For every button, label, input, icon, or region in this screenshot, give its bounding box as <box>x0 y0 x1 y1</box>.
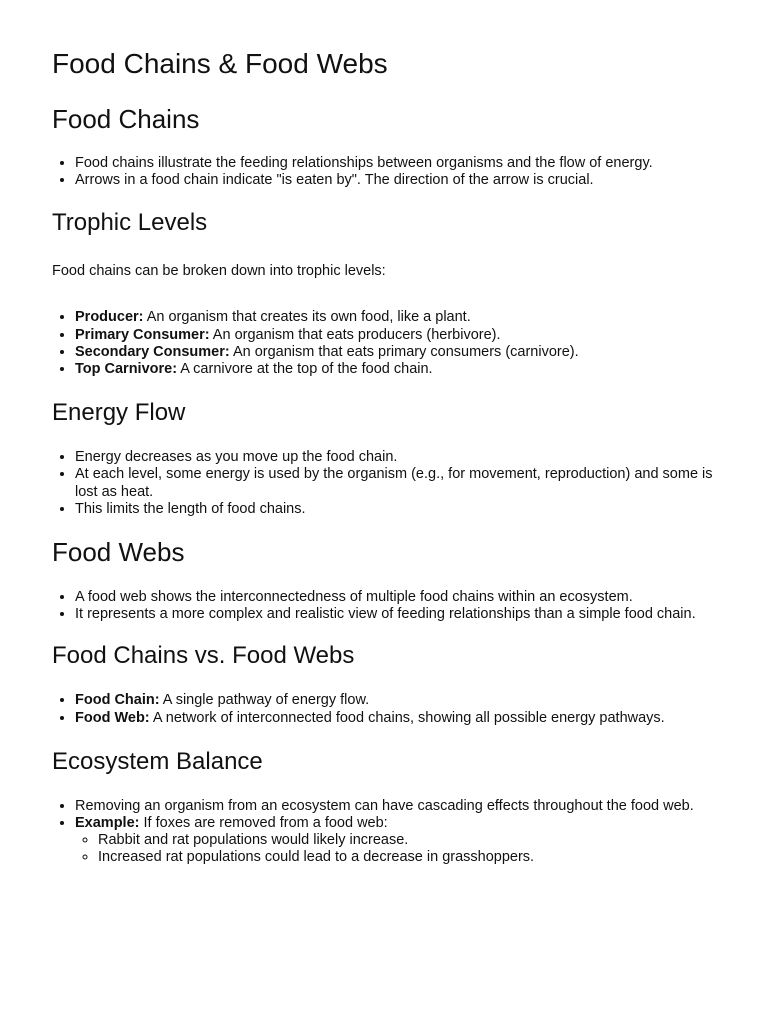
term: Example: <box>75 815 140 832</box>
definition: An organism that eats primary consumers (carnivore). <box>229 343 579 360</box>
section-heading-food-chains: Food Chains <box>52 104 200 134</box>
list-item: • Arrows in a food chain indicate "is eaten by". The direction of the arrow is crucial. <box>75 172 716 189</box>
list-item <box>75 344 716 361</box>
list-item: • At each level, some energy is used by the organism (e.g., for movement, reproduction) and some is lost as heat. <box>75 466 716 500</box>
example-sub-list <box>75 832 716 866</box>
document-title: Food Chains & Food Webs <box>52 48 388 79</box>
section-heading-chains-vs-webs: Food Chains vs. Food Webs <box>52 642 355 670</box>
section-heading-ecosystem-balance: Ecosystem Balance <box>52 747 263 775</box>
section-heading-energy-flow: Energy Flow <box>52 399 186 427</box>
definition: A network of interconnected food chains, showing all possible energy pathways. <box>149 709 665 726</box>
term: Primary Consumer: <box>75 326 210 343</box>
list-item: • Food chains illustrate the feeding relationships between organisms and the flow of energy. <box>75 155 716 172</box>
sub-list-item: ◦ Increased rat populations could lead to a decrease in grasshoppers. <box>98 849 716 866</box>
term: Food Web: <box>75 709 150 726</box>
ecosystem-balance-list <box>52 798 716 867</box>
list-item <box>75 692 716 709</box>
list-item: • Removing an organism from an ecosystem can have cascading effects throughout the food web. <box>75 798 716 815</box>
definition: A carnivore at the top of the food chain. <box>177 361 433 378</box>
list-item <box>75 309 716 326</box>
definition: If foxes are removed from a food web: <box>139 815 388 832</box>
list-item <box>75 815 716 867</box>
section-heading-food-webs: Food Webs <box>52 537 185 568</box>
trophic-levels-list <box>52 309 716 378</box>
chains-vs-webs-list <box>52 692 716 726</box>
list-item: • This limits the length of food chains. <box>75 501 716 518</box>
list-item <box>75 710 716 727</box>
term: Producer: <box>75 309 144 326</box>
list-item <box>75 361 716 378</box>
list-item: • It represents a more complex and realistic view of feeding relationships than a simple food chain. <box>75 606 716 623</box>
list-item <box>75 327 716 344</box>
food-chains-list <box>52 155 716 189</box>
term: Food Chain: <box>75 692 160 709</box>
term: Secondary Consumer: <box>75 343 230 360</box>
definition: A single pathway of energy flow. <box>159 692 370 709</box>
definition: An organism that eats producers (herbivore). <box>209 326 501 343</box>
list-item: • Energy decreases as you move up the food chain. <box>75 449 716 466</box>
definition: An organism that creates its own food, like a plant. <box>143 309 471 326</box>
section-heading-trophic-levels: Trophic Levels <box>52 209 208 237</box>
energy-flow-list <box>52 449 716 518</box>
trophic-levels-intro: Food chains can be broken down into trophic levels: <box>52 263 386 280</box>
food-webs-list <box>52 589 716 623</box>
sub-list-item: ◦ Rabbit and rat populations would likely increase. <box>98 832 716 849</box>
term: Top Carnivore: <box>75 361 178 378</box>
list-item: • A food web shows the interconnectedness of multiple food chains within an ecosystem. <box>75 589 716 606</box>
